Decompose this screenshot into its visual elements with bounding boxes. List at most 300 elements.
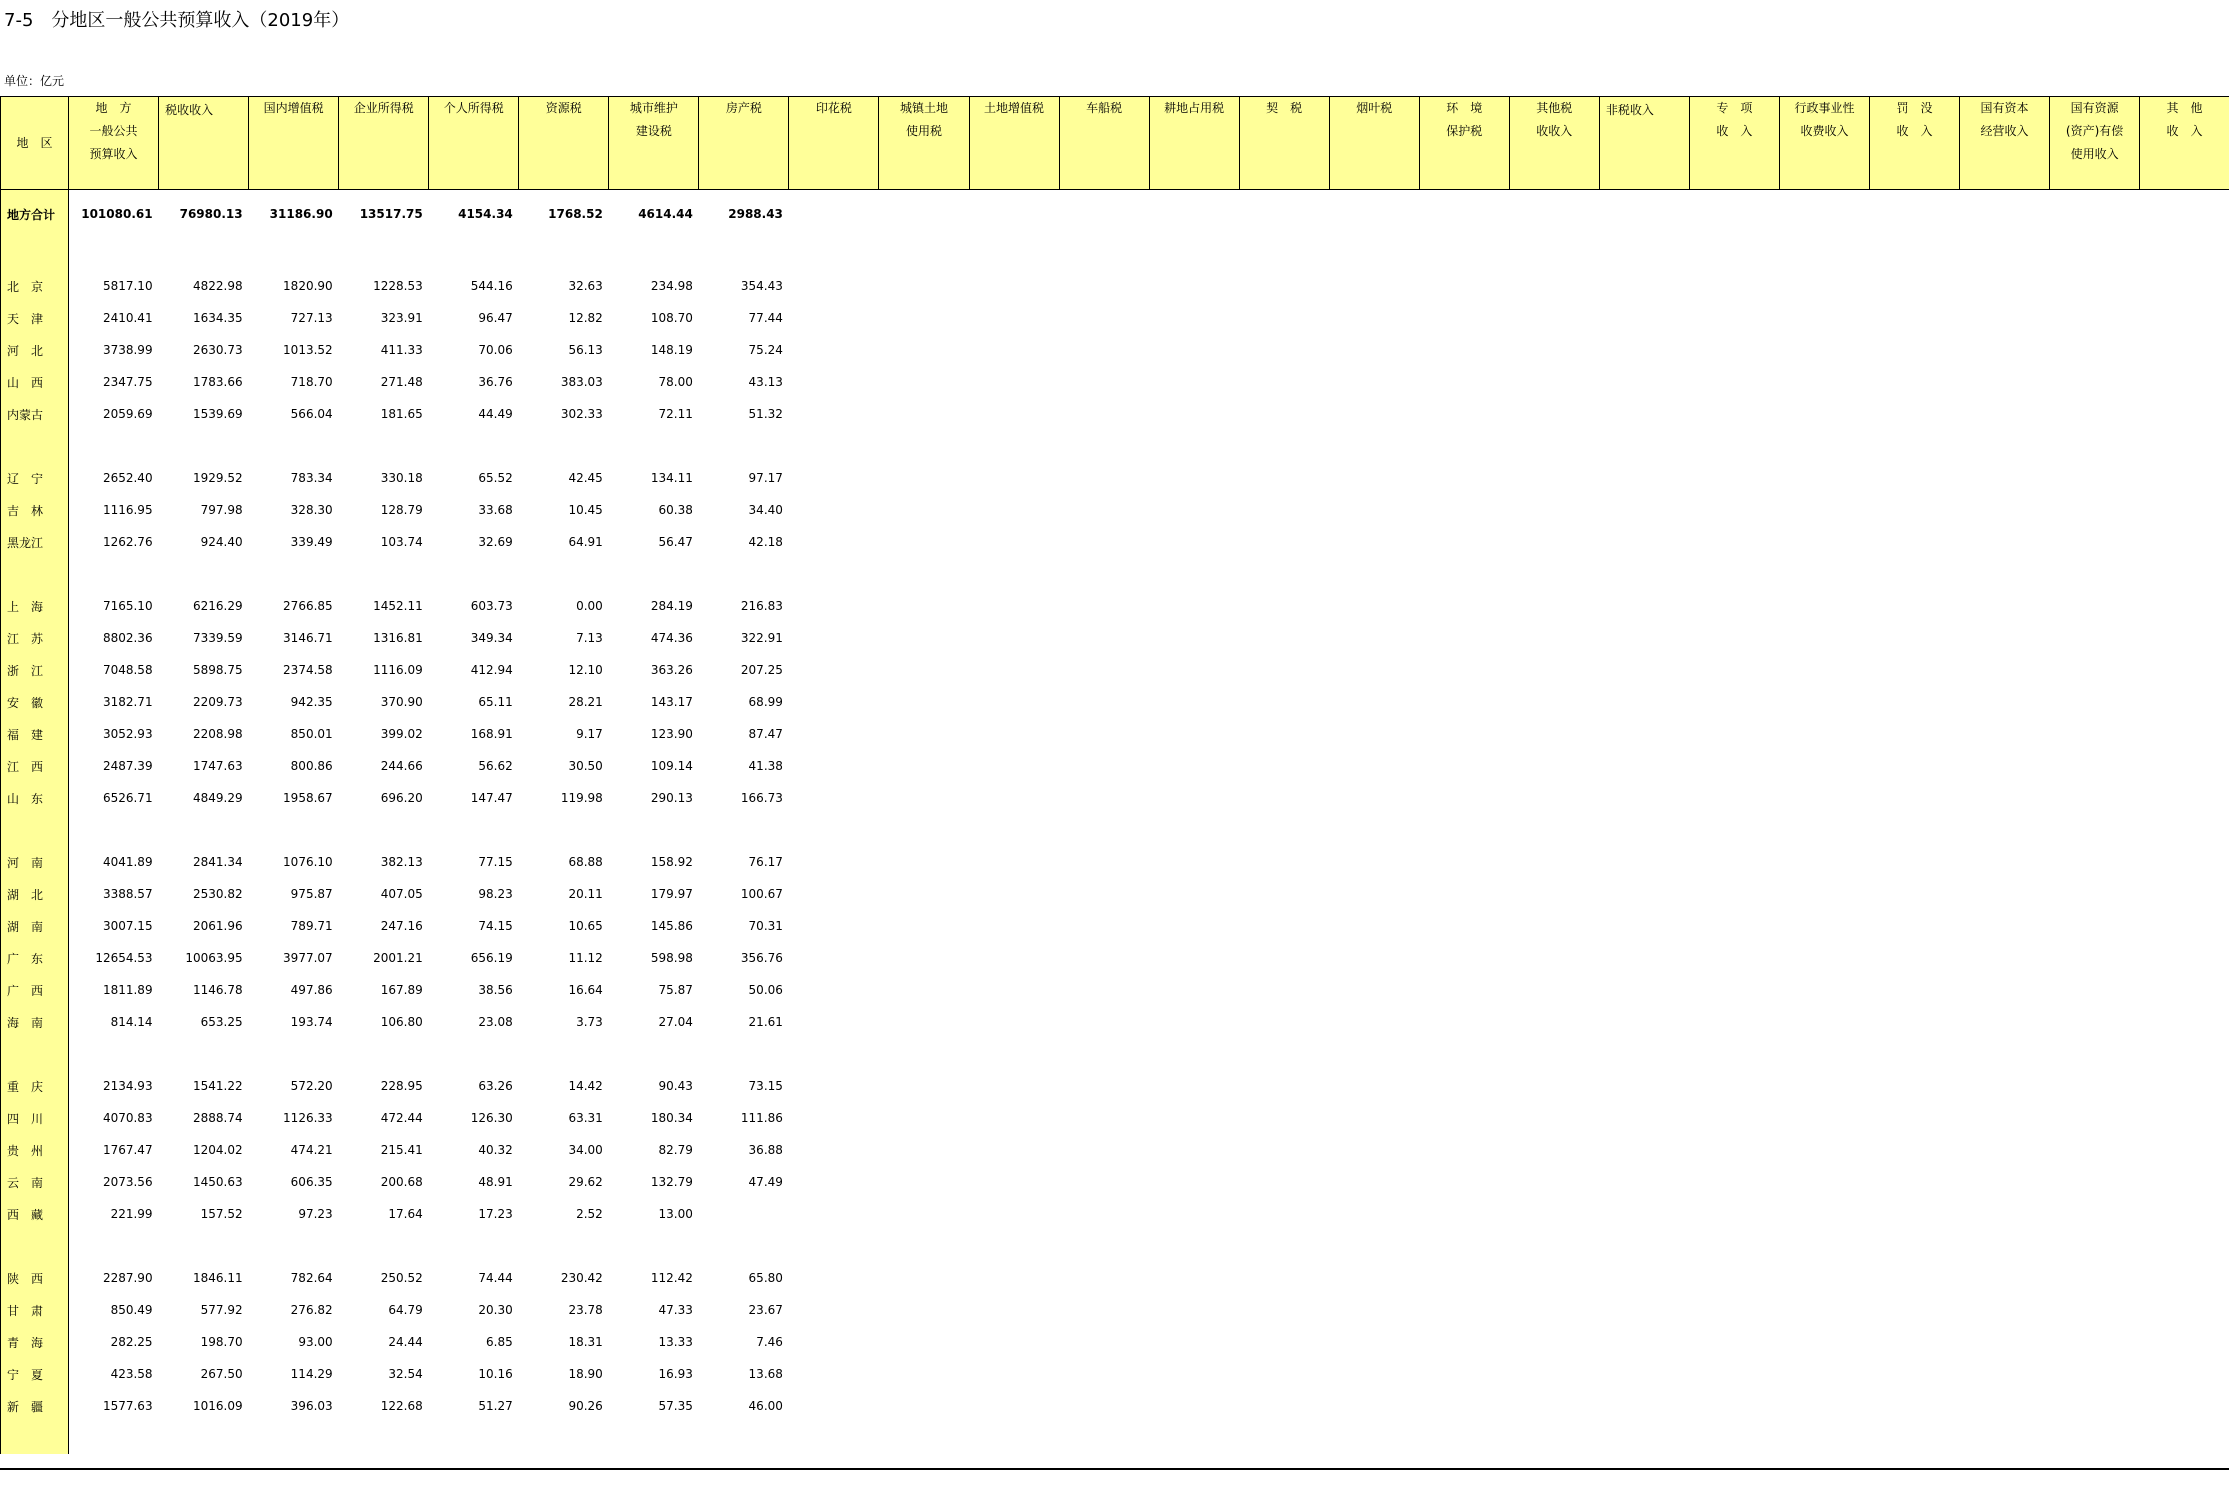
value-cell bbox=[1239, 1358, 1329, 1390]
value-cell: 1747.63 bbox=[193, 759, 243, 773]
value-cell: 577.92 bbox=[200, 1303, 243, 1317]
value-cell: 10.45 bbox=[568, 503, 603, 517]
value-cell bbox=[2140, 1134, 2229, 1166]
value-cell bbox=[1599, 398, 1689, 430]
value-cell bbox=[1239, 942, 1329, 974]
value-cell bbox=[1509, 430, 1599, 462]
value-cell bbox=[879, 910, 969, 942]
value-cell bbox=[1869, 910, 1959, 942]
value-cell: 75.87 bbox=[658, 983, 693, 997]
value-cell bbox=[1869, 334, 1959, 366]
value-cell bbox=[1509, 814, 1599, 846]
value-cell bbox=[1599, 974, 1689, 1006]
value-cell bbox=[1869, 238, 1959, 270]
value-cell: 64.79 bbox=[388, 1303, 423, 1317]
value-cell bbox=[879, 1166, 969, 1198]
value-cell bbox=[1779, 270, 1869, 302]
value-cell: 411.33 bbox=[380, 343, 423, 357]
value-cell: 2073.56 bbox=[102, 1175, 153, 1189]
value-cell bbox=[1419, 1070, 1509, 1102]
value-cell: 17.23 bbox=[478, 1207, 513, 1221]
value-cell bbox=[1329, 302, 1419, 334]
value-cell bbox=[1689, 622, 1779, 654]
region-cell: 湖 北 bbox=[1, 878, 69, 910]
value-cell bbox=[1779, 334, 1869, 366]
value-cell bbox=[1779, 462, 1869, 494]
value-cell bbox=[1779, 846, 1869, 878]
value-cell: 74.15 bbox=[478, 919, 513, 933]
value-cell bbox=[1599, 1166, 1689, 1198]
value-cell bbox=[1960, 1102, 2050, 1134]
value-cell bbox=[609, 558, 699, 590]
value-cell bbox=[969, 686, 1059, 718]
value-cell bbox=[1779, 1102, 1869, 1134]
value-cell bbox=[1239, 878, 1329, 910]
value-cell bbox=[1329, 782, 1419, 814]
value-cell bbox=[2140, 302, 2229, 334]
region-cell: 浙 江 bbox=[1, 654, 69, 686]
value-cell bbox=[789, 1038, 879, 1070]
value-cell bbox=[1689, 1070, 1779, 1102]
value-cell: 1013.52 bbox=[283, 343, 333, 357]
spacer-row bbox=[1, 1038, 2229, 1070]
value-cell bbox=[1960, 1422, 2050, 1454]
value-cell: 43.13 bbox=[748, 375, 783, 389]
value-cell bbox=[1509, 190, 1599, 239]
value-cell bbox=[789, 910, 879, 942]
value-cell bbox=[1419, 782, 1509, 814]
value-cell bbox=[1869, 1390, 1959, 1422]
value-cell bbox=[879, 654, 969, 686]
value-cell bbox=[1149, 910, 1239, 942]
value-cell bbox=[1869, 558, 1959, 590]
value-cell bbox=[2050, 878, 2140, 910]
region-cell: 四 川 bbox=[1, 1102, 69, 1134]
value-cell: 284.19 bbox=[650, 599, 693, 613]
region-cell: 北 京 bbox=[1, 270, 69, 302]
value-cell bbox=[969, 1070, 1059, 1102]
value-cell: 158.92 bbox=[650, 855, 693, 869]
value-cell bbox=[1779, 654, 1869, 686]
value-cell bbox=[1779, 1006, 1869, 1038]
value-cell bbox=[1329, 942, 1419, 974]
value-cell bbox=[1689, 334, 1779, 366]
value-cell: 4154.34 bbox=[458, 207, 513, 221]
value-cell bbox=[1869, 1230, 1959, 1262]
value-cell: 2061.96 bbox=[193, 919, 243, 933]
value-cell: 77.44 bbox=[748, 311, 783, 325]
value-cell bbox=[1059, 1006, 1149, 1038]
value-cell: 56.13 bbox=[568, 343, 603, 357]
value-cell bbox=[1149, 1230, 1239, 1262]
value-cell bbox=[1960, 974, 2050, 1006]
table-row bbox=[1, 1294, 2229, 1326]
value-cell bbox=[69, 238, 159, 270]
value-cell: 497.86 bbox=[290, 983, 333, 997]
value-cell bbox=[1239, 1006, 1329, 1038]
value-cell bbox=[879, 398, 969, 430]
value-cell bbox=[789, 782, 879, 814]
value-cell bbox=[1419, 1134, 1509, 1166]
value-cell bbox=[969, 750, 1059, 782]
value-cell bbox=[1419, 622, 1509, 654]
value-cell: 51.27 bbox=[478, 1399, 513, 1413]
value-cell bbox=[1599, 782, 1689, 814]
value-cell: 228.95 bbox=[380, 1079, 423, 1093]
value-cell: 544.16 bbox=[470, 279, 513, 293]
value-cell bbox=[1059, 334, 1149, 366]
value-cell: 271.48 bbox=[380, 375, 423, 389]
value-cell bbox=[2050, 654, 2140, 686]
value-cell: 1767.47 bbox=[102, 1143, 153, 1157]
value-cell bbox=[2050, 1390, 2140, 1422]
value-cell: 166.73 bbox=[740, 791, 783, 805]
value-cell bbox=[2140, 366, 2229, 398]
value-cell bbox=[879, 1358, 969, 1390]
value-cell bbox=[1960, 302, 2050, 334]
value-cell: 354.43 bbox=[740, 279, 783, 293]
value-cell: 65.80 bbox=[748, 1271, 783, 1285]
value-cell: 12.10 bbox=[568, 663, 603, 677]
value-cell bbox=[1059, 558, 1149, 590]
value-cell: 1811.89 bbox=[102, 983, 153, 997]
value-cell: 157.52 bbox=[200, 1207, 243, 1221]
value-cell bbox=[1779, 974, 1869, 1006]
value-cell bbox=[159, 1422, 249, 1454]
value-cell bbox=[249, 814, 339, 846]
value-cell bbox=[1419, 1038, 1509, 1070]
value-cell bbox=[789, 366, 879, 398]
value-cell bbox=[1419, 942, 1509, 974]
value-cell: 244.66 bbox=[380, 759, 423, 773]
value-cell bbox=[2050, 494, 2140, 526]
value-cell bbox=[2140, 846, 2229, 878]
value-cell bbox=[2140, 814, 2229, 846]
value-cell: 97.17 bbox=[748, 471, 783, 485]
region-cell: 福 建 bbox=[1, 718, 69, 750]
table-header-row bbox=[1, 97, 2229, 190]
value-cell bbox=[1509, 494, 1599, 526]
value-cell: 93.00 bbox=[298, 1335, 333, 1349]
value-cell bbox=[2050, 430, 2140, 462]
value-cell bbox=[1239, 974, 1329, 1006]
value-cell bbox=[1599, 1326, 1689, 1358]
column-header: 国有资本 经营收入 bbox=[1960, 97, 2050, 190]
value-cell bbox=[879, 1038, 969, 1070]
value-cell bbox=[1779, 622, 1869, 654]
value-cell: 323.91 bbox=[380, 311, 423, 325]
value-cell: 47.33 bbox=[658, 1303, 693, 1317]
value-cell bbox=[969, 974, 1059, 1006]
value-cell bbox=[879, 1390, 969, 1422]
value-cell bbox=[159, 1230, 249, 1262]
value-cell: 3977.07 bbox=[283, 951, 333, 965]
value-cell: 56.62 bbox=[478, 759, 513, 773]
value-cell bbox=[879, 1070, 969, 1102]
value-cell bbox=[1329, 1230, 1419, 1262]
value-cell bbox=[429, 1038, 519, 1070]
value-cell bbox=[519, 814, 609, 846]
value-cell bbox=[1960, 1006, 2050, 1038]
value-cell bbox=[969, 494, 1059, 526]
value-cell bbox=[969, 1390, 1059, 1422]
value-cell bbox=[789, 686, 879, 718]
value-cell bbox=[1960, 1166, 2050, 1198]
value-cell bbox=[789, 1006, 879, 1038]
value-cell bbox=[879, 718, 969, 750]
value-cell: 122.68 bbox=[380, 1399, 423, 1413]
value-cell bbox=[1779, 302, 1869, 334]
value-cell bbox=[879, 1134, 969, 1166]
region-cell: 广 西 bbox=[1, 974, 69, 1006]
value-cell bbox=[1059, 1326, 1149, 1358]
value-cell bbox=[1509, 622, 1599, 654]
value-cell bbox=[69, 814, 159, 846]
table-row bbox=[1, 1390, 2229, 1422]
value-cell bbox=[1960, 590, 2050, 622]
value-cell bbox=[609, 1230, 699, 1262]
value-cell bbox=[1779, 526, 1869, 558]
value-cell bbox=[1509, 910, 1599, 942]
value-cell bbox=[789, 398, 879, 430]
value-cell: 76980.13 bbox=[179, 207, 243, 221]
value-cell bbox=[1689, 590, 1779, 622]
value-cell bbox=[1599, 814, 1689, 846]
value-cell: 28.21 bbox=[568, 695, 603, 709]
value-cell: 5817.10 bbox=[102, 279, 153, 293]
value-cell bbox=[2140, 494, 2229, 526]
value-cell bbox=[2050, 1166, 2140, 1198]
value-cell bbox=[1059, 1198, 1149, 1230]
value-cell: 51.32 bbox=[748, 407, 783, 421]
value-cell bbox=[1059, 302, 1149, 334]
value-cell bbox=[969, 430, 1059, 462]
region-cell: 江 西 bbox=[1, 750, 69, 782]
value-cell bbox=[1779, 190, 1869, 239]
table-row bbox=[1, 270, 2229, 302]
value-cell bbox=[1419, 1006, 1509, 1038]
value-cell bbox=[1779, 1198, 1869, 1230]
value-cell bbox=[1239, 334, 1329, 366]
value-cell: 38.56 bbox=[478, 983, 513, 997]
value-cell: 68.99 bbox=[748, 695, 783, 709]
value-cell bbox=[2050, 846, 2140, 878]
value-cell: 356.76 bbox=[740, 951, 783, 965]
table-row bbox=[1, 334, 2229, 366]
value-cell bbox=[1329, 974, 1419, 1006]
value-cell: 78.00 bbox=[658, 375, 693, 389]
value-cell bbox=[1239, 366, 1329, 398]
column-header: 烟叶税 bbox=[1329, 97, 1419, 190]
value-cell: 407.05 bbox=[380, 887, 423, 901]
value-cell bbox=[1059, 1166, 1149, 1198]
value-cell bbox=[969, 1326, 1059, 1358]
value-cell bbox=[609, 430, 699, 462]
value-cell: 181.65 bbox=[380, 407, 423, 421]
value-cell bbox=[2140, 1166, 2229, 1198]
value-cell bbox=[1869, 302, 1959, 334]
value-cell bbox=[1419, 750, 1509, 782]
value-cell bbox=[879, 302, 969, 334]
region-cell: 海 南 bbox=[1, 1006, 69, 1038]
value-cell: 423.58 bbox=[110, 1367, 153, 1381]
value-cell bbox=[1689, 814, 1779, 846]
table-row bbox=[1, 1006, 2229, 1038]
value-cell bbox=[789, 1294, 879, 1326]
value-cell bbox=[789, 718, 879, 750]
value-cell bbox=[1329, 590, 1419, 622]
value-cell: 114.29 bbox=[290, 1367, 333, 1381]
value-cell bbox=[1059, 1422, 1149, 1454]
value-cell bbox=[1419, 1358, 1509, 1390]
value-cell bbox=[1059, 238, 1149, 270]
value-cell: 11.12 bbox=[568, 951, 603, 965]
value-cell bbox=[249, 430, 339, 462]
value-cell bbox=[699, 814, 789, 846]
region-cell bbox=[1, 430, 69, 462]
value-cell: 1541.22 bbox=[193, 1079, 243, 1093]
value-cell bbox=[1149, 238, 1239, 270]
value-cell bbox=[1689, 1230, 1779, 1262]
table-row bbox=[1, 750, 2229, 782]
value-cell: 147.47 bbox=[470, 791, 513, 805]
value-cell bbox=[1689, 750, 1779, 782]
value-cell bbox=[2050, 302, 2140, 334]
column-header: 国有资源 (资产)有偿 使用收入 bbox=[2050, 97, 2140, 190]
value-cell bbox=[1329, 1166, 1419, 1198]
value-cell: 180.34 bbox=[650, 1111, 693, 1125]
value-cell bbox=[969, 654, 1059, 686]
value-cell: 1634.35 bbox=[193, 311, 243, 325]
value-cell bbox=[1689, 1390, 1779, 1422]
value-cell bbox=[339, 1422, 429, 1454]
value-cell bbox=[1509, 1326, 1599, 1358]
value-cell bbox=[429, 558, 519, 590]
value-cell bbox=[1779, 558, 1869, 590]
value-cell bbox=[2140, 526, 2229, 558]
value-cell: 100.67 bbox=[740, 887, 783, 901]
value-cell bbox=[249, 558, 339, 590]
value-cell bbox=[1779, 910, 1869, 942]
value-cell bbox=[1149, 622, 1239, 654]
value-cell bbox=[789, 942, 879, 974]
value-cell bbox=[1059, 878, 1149, 910]
column-header: 契 税 bbox=[1239, 97, 1329, 190]
value-cell bbox=[2050, 1326, 2140, 1358]
value-cell bbox=[1509, 1134, 1599, 1166]
value-cell bbox=[789, 1102, 879, 1134]
value-cell bbox=[1239, 622, 1329, 654]
value-cell: 1929.52 bbox=[193, 471, 243, 485]
region-cell: 西 藏 bbox=[1, 1198, 69, 1230]
value-cell bbox=[969, 190, 1059, 239]
value-cell bbox=[1509, 1198, 1599, 1230]
value-cell bbox=[2050, 334, 2140, 366]
value-cell: 474.21 bbox=[290, 1143, 333, 1157]
value-cell bbox=[1689, 686, 1779, 718]
region-column-header: 地 区 bbox=[1, 97, 69, 190]
value-cell: 349.34 bbox=[470, 631, 513, 645]
value-cell bbox=[879, 622, 969, 654]
value-cell bbox=[879, 1230, 969, 1262]
value-cell bbox=[1149, 190, 1239, 239]
value-cell bbox=[2050, 270, 2140, 302]
value-cell bbox=[2140, 686, 2229, 718]
value-cell bbox=[1329, 1390, 1419, 1422]
value-cell: 42.45 bbox=[568, 471, 603, 485]
value-cell bbox=[1960, 558, 2050, 590]
value-cell bbox=[1239, 1134, 1329, 1166]
value-cell bbox=[969, 238, 1059, 270]
value-cell bbox=[1329, 1134, 1419, 1166]
value-cell: 1768.52 bbox=[548, 207, 603, 221]
value-cell bbox=[1599, 1006, 1689, 1038]
table-row bbox=[1, 526, 2229, 558]
value-cell: 123.90 bbox=[650, 727, 693, 741]
value-cell bbox=[1239, 526, 1329, 558]
page-title: 7-5 分地区一般公共预算收入（2019年） bbox=[4, 10, 350, 31]
value-cell bbox=[1419, 878, 1509, 910]
region-cell bbox=[1, 1038, 69, 1070]
value-cell bbox=[789, 462, 879, 494]
value-cell bbox=[1509, 366, 1599, 398]
value-cell bbox=[1149, 462, 1239, 494]
value-cell bbox=[2050, 526, 2140, 558]
value-cell bbox=[1869, 718, 1959, 750]
value-cell: 10.65 bbox=[568, 919, 603, 933]
table-row bbox=[1, 1198, 2229, 1230]
value-cell bbox=[969, 398, 1059, 430]
value-cell: 2208.98 bbox=[193, 727, 243, 741]
value-cell bbox=[339, 558, 429, 590]
value-cell: 8802.36 bbox=[102, 631, 153, 645]
value-cell bbox=[1419, 270, 1509, 302]
value-cell bbox=[1599, 686, 1689, 718]
value-cell: 1958.67 bbox=[283, 791, 333, 805]
table-row bbox=[1, 654, 2229, 686]
value-cell bbox=[1689, 1038, 1779, 1070]
value-cell bbox=[1509, 782, 1599, 814]
value-cell bbox=[1329, 1262, 1419, 1294]
table-body bbox=[1, 190, 2229, 1455]
value-cell: 606.35 bbox=[290, 1175, 333, 1189]
value-cell bbox=[1329, 1294, 1419, 1326]
value-cell bbox=[1689, 1102, 1779, 1134]
value-cell bbox=[1869, 462, 1959, 494]
value-cell bbox=[879, 1294, 969, 1326]
value-cell bbox=[1419, 238, 1509, 270]
table-row bbox=[1, 462, 2229, 494]
value-cell bbox=[789, 622, 879, 654]
value-cell bbox=[789, 1134, 879, 1166]
value-cell: 1539.69 bbox=[193, 407, 243, 421]
value-cell: 800.86 bbox=[290, 759, 333, 773]
value-cell bbox=[1239, 1390, 1329, 1422]
value-cell: 216.83 bbox=[740, 599, 783, 613]
value-cell: 40.32 bbox=[478, 1143, 513, 1157]
value-cell bbox=[1960, 1198, 2050, 1230]
value-cell: 7339.59 bbox=[193, 631, 243, 645]
table-row bbox=[1, 590, 2229, 622]
spacer-row bbox=[1, 814, 2229, 846]
value-cell bbox=[1149, 558, 1239, 590]
value-cell bbox=[1509, 878, 1599, 910]
value-cell bbox=[1149, 1166, 1239, 1198]
value-cell bbox=[1059, 1070, 1149, 1102]
value-cell: 36.88 bbox=[748, 1143, 783, 1157]
value-cell bbox=[1059, 1262, 1149, 1294]
value-cell bbox=[1599, 910, 1689, 942]
